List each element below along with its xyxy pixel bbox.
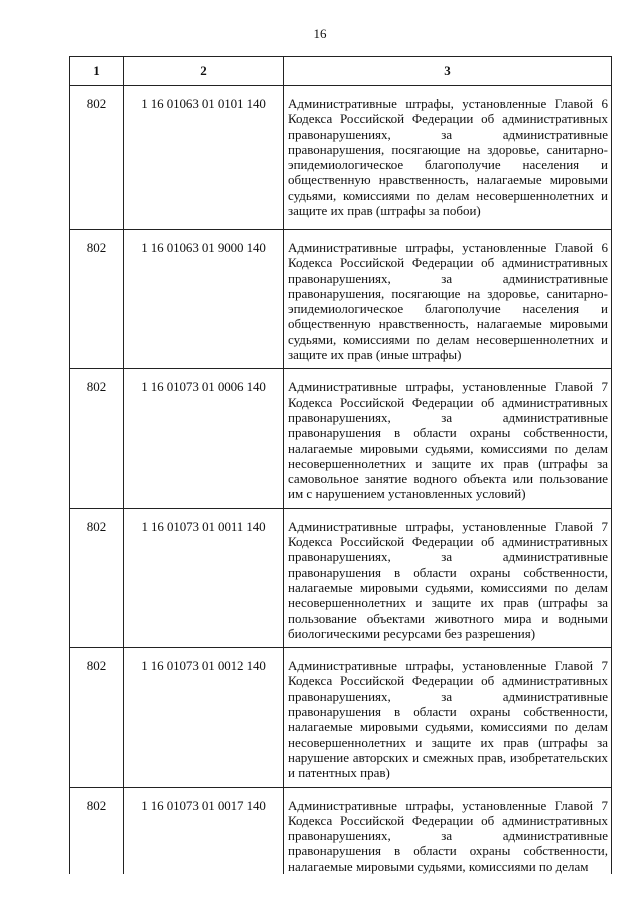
kbk-code-cell: 1 16 01073 01 0006 140: [124, 369, 284, 508]
table-row: [70, 508, 612, 647]
admin-code-cell: 802: [70, 508, 124, 647]
table-row: [70, 230, 612, 369]
kbk-code-cell: 1 16 01073 01 0012 140: [124, 648, 284, 787]
kbk-code-cell: 1 16 01073 01 0017 140: [124, 787, 284, 874]
kbk-code-cell: 1 16 01073 01 0011 140: [124, 508, 284, 647]
table-row: [70, 369, 612, 508]
table-row: [70, 648, 612, 787]
admin-code-cell: 802: [70, 230, 124, 369]
description-cell: Административные штрафы, установленные Главой 7 Кодекса Российской Федерации об административных правонарушениях, за административные правонарушения в области охраны собственности, налагаемые мировыми судьями, комиссиями по делам несовершеннолетних и защите их прав (штрафы за самовольное занятие водного объекта или пользование им с нарушением установленных условий): [284, 369, 612, 508]
admin-code-cell: 802: [70, 648, 124, 787]
table-row: [70, 86, 612, 230]
kbk-code-cell: 1 16 01063 01 9000 140: [124, 230, 284, 369]
description-cell: Административные штрафы, установленные Главой 6 Кодекса Российской Федерации об административных правонарушениях, за административные правонарушения, посягающие на здоровье, санитарно-эпидемиологическое благополучие населения и общественную нравственность, налагаемые мировыми судьями, комиссиями по делам несовершеннолетних и защите их прав (штрафы за побои): [284, 86, 612, 230]
kbk-code-cell: 1 16 01063 01 0101 140: [124, 86, 284, 230]
description-cell: Административные штрафы, установленные Главой 7 Кодекса Российской Федерации об административных правонарушениях, за административные правонарушения в области охраны собственности, налагаемые мировыми судьями, комиссиями по делам несовершеннолетних и защите их прав (штрафы за пользование объектами животного мира и водными биологическими ресурсами без разрешения): [284, 508, 612, 647]
header-col-3: 3: [284, 57, 612, 86]
page-number: 16: [313, 26, 327, 41]
budget-codes-table: [69, 56, 612, 874]
admin-code-cell: 802: [70, 787, 124, 874]
table-body: [70, 86, 612, 874]
table-header: [70, 57, 612, 86]
description-cell: Административные штрафы, установленные Главой 7 Кодекса Российской Федерации об административных правонарушениях, за административные правонарушения в области охраны собственности, налагаемые мировыми судьями, комиссиями по делам несовершеннолетних и защите их прав (штрафы за нарушение авторских и смежных прав, изобретательских и патентных прав): [284, 648, 612, 787]
header-row: [70, 57, 612, 86]
description-cell: Административные штрафы, установленные Главой 6 Кодекса Российской Федерации об административных правонарушениях, за административные правонарушения, посягающие на здоровье, санитарно-эпидемиологическое благополучие населения и общественную нравственность, налагаемые мировыми судьями, комиссиями по делам несовершеннолетних и защите их прав (иные штрафы): [284, 230, 612, 369]
admin-code-cell: 802: [70, 369, 124, 508]
admin-code-cell: 802: [70, 86, 124, 230]
header-col-1: 1: [70, 57, 124, 86]
description-cell: Административные штрафы, установленные Главой 7 Кодекса Российской Федерации об административных правонарушениях, за административные правонарушения в области охраны собственности, налагаемые мировыми судьями, комиссиями по делам: [284, 787, 612, 874]
table-row: [70, 787, 612, 874]
header-col-2: 2: [124, 57, 284, 86]
